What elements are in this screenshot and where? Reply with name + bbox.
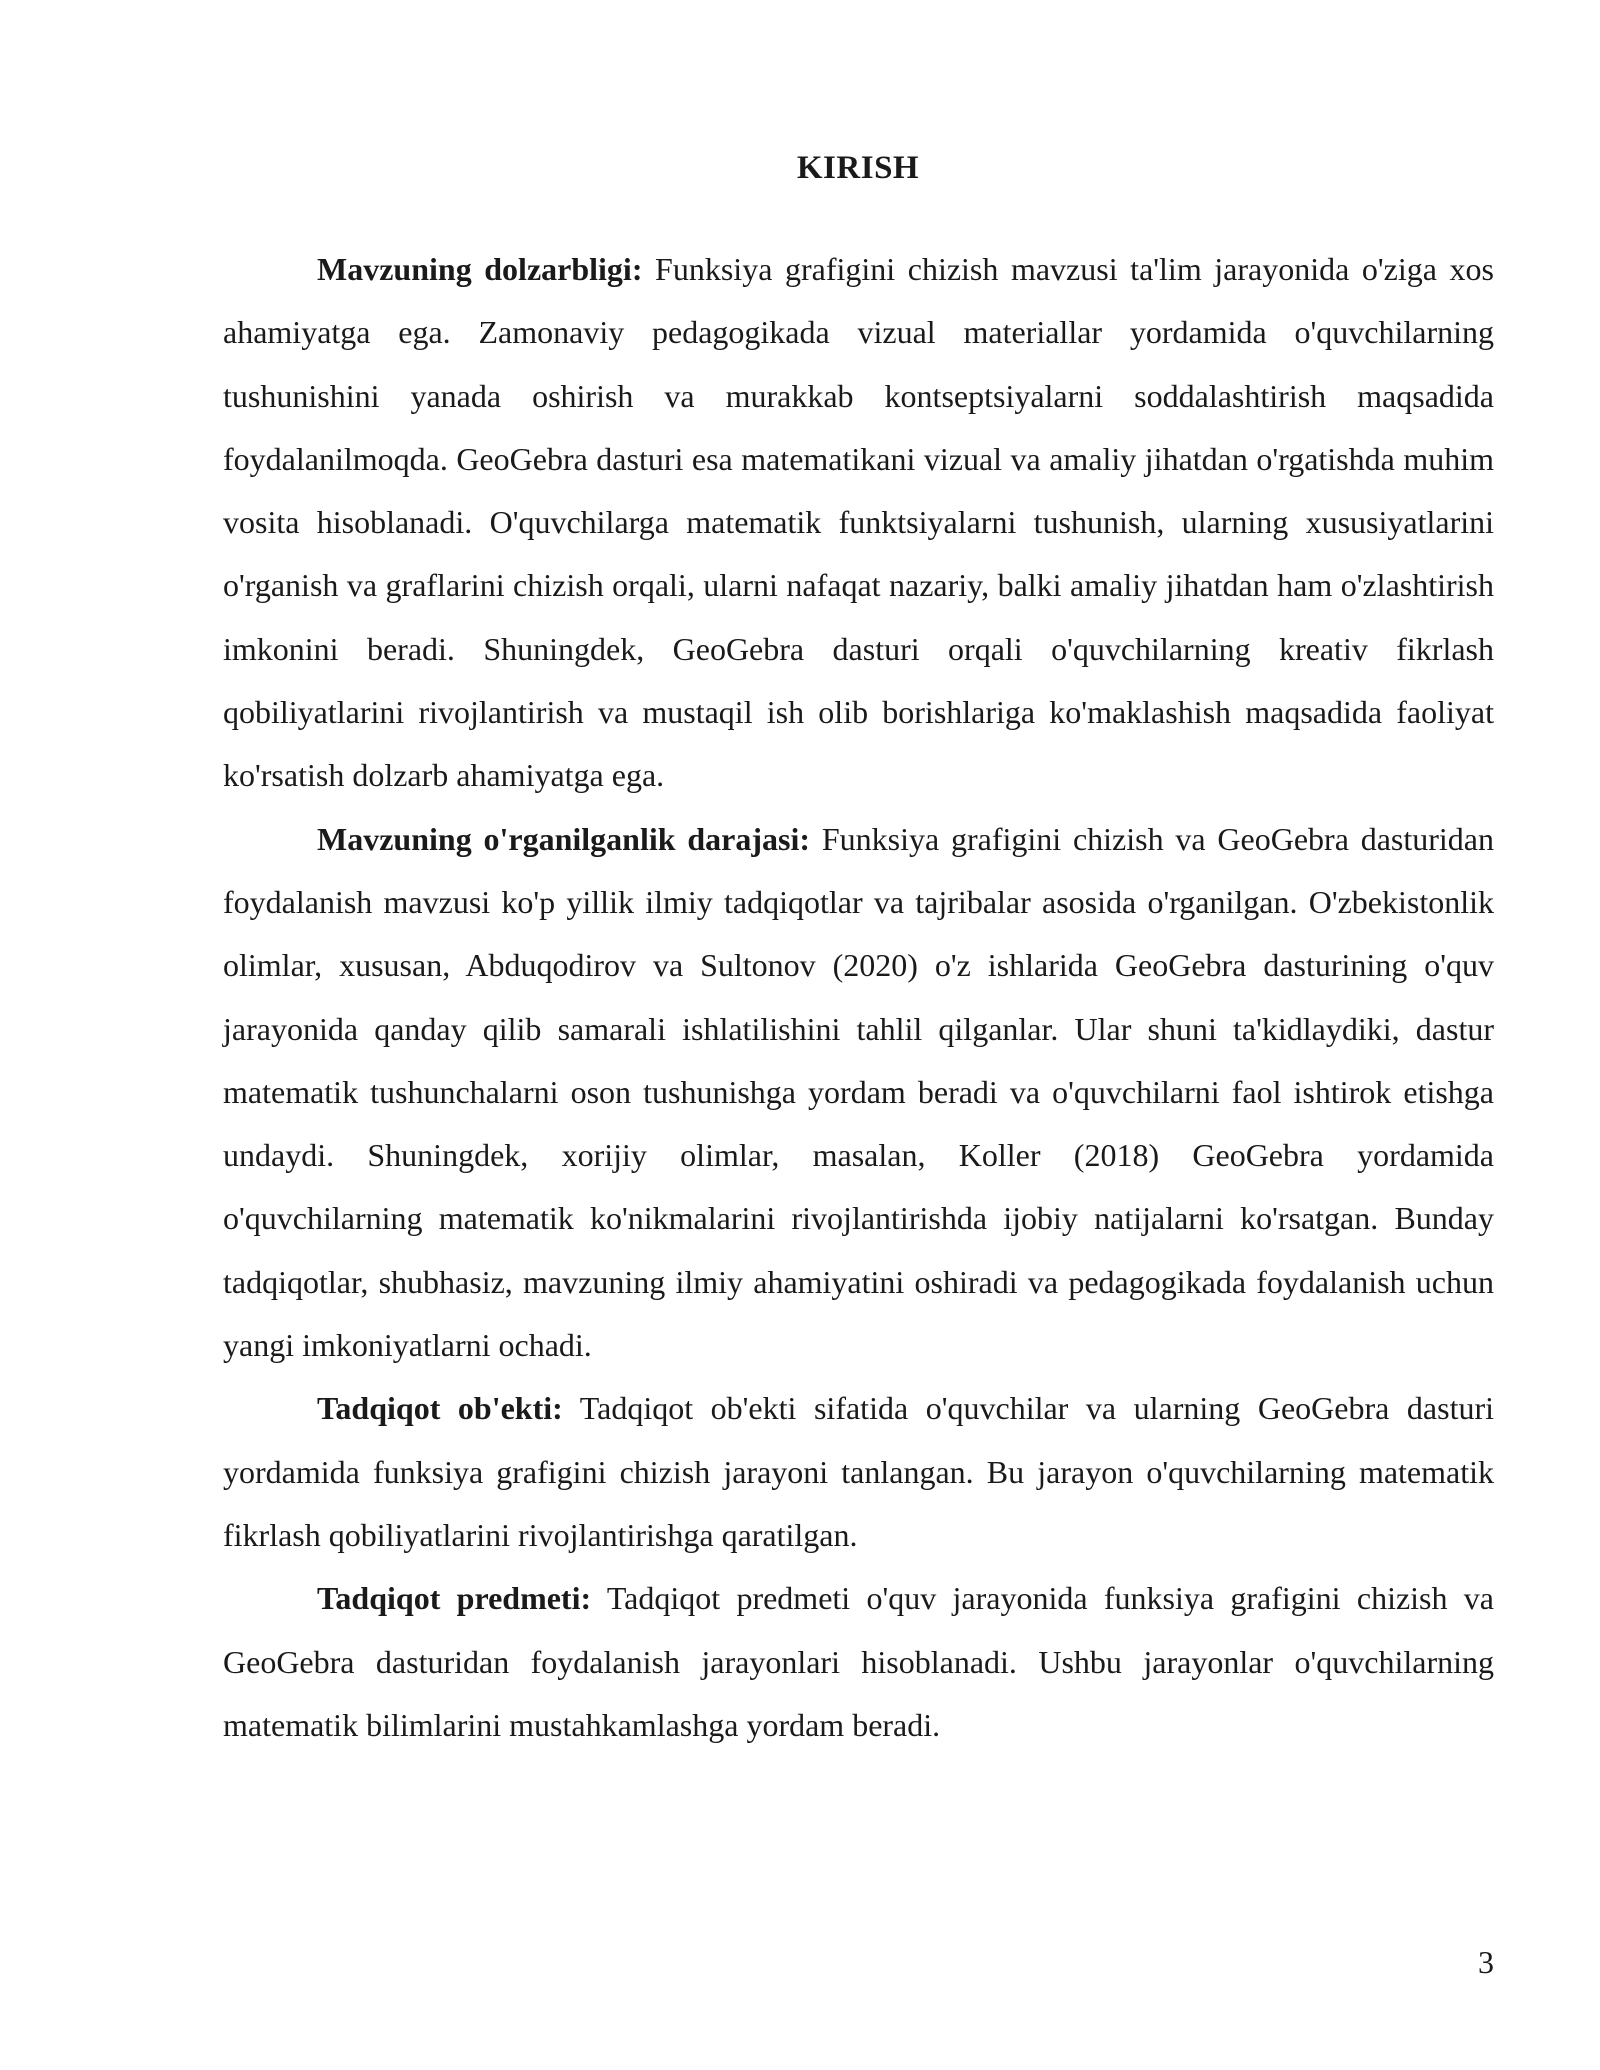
- paragraph-text: Funksiya grafigini chizish va GeoGebra dasturidan foydalanish mavzusi ko'p yillik ilmiy tadqiqotlar va tajribalar asosida o'rganilgan. O'zbekistonlik olimlar, xususan, Abduqodirov va Sultonov (2020) o'z ishlarida GeoGebra dasturining o'quv jarayonida qanday qilib samarali ishlatilishini tahlil qilganlar. Ular shuni ta'kidlaydiki, dastur matematik tushunchalarni oson tushunishga yordam beradi va o'quvchilarni faol ishtirok etishga undaydi. Shuningdek, xorijiy olimlar, masalan, Koller (2018) GeoGebra yordamida o'quvchilarning matematik ko'nikmalarini rivojlantirishda ijobiy natijalarni ko'rsatgan. Bunday tadqiqotlar, shubhasiz, mavzuning ilmiy ahamiyatini oshiradi va pedagogikada foydalanish uchun yangi imkoniyatlarni ochadi.: [223, 820, 1495, 1364]
- section-heading: KIRISH: [796, 150, 920, 186]
- paragraph-text: Tadqiqot predmeti o'quv jarayonida funksiya grafigini chizish va GeoGebra dasturidan foydalanish jarayonlari hisoblanadi. Ushbu jarayonlar o'quvchilarning matematik bilimlarini mustahkamlashga yordam beradi.: [223, 1580, 1494, 1743]
- body-text: [223, 238, 1494, 1757]
- paragraph-lead: Tadqiqot ob'ekti:: [317, 1390, 563, 1427]
- paragraph-relevance: [223, 238, 1494, 808]
- paragraph-lead: Mavzuning o'rganilganlik darajasi:: [317, 820, 811, 857]
- paragraph-text: Tadqiqot ob'ekti sifatida o'quvchilar va ularning GeoGebra dasturi yordamida funksiya grafigini chizish jarayoni tanlangan. Bu jarayon o'quvchilarning matematik fikrlash qobiliyatlarini rivojlantirishga qaratilgan.: [223, 1390, 1495, 1553]
- paragraph-research-subject: [223, 1567, 1494, 1757]
- paragraph-lead: Mavzuning dolzarbligi:: [317, 251, 643, 287]
- paragraph-research-object: [223, 1377, 1494, 1567]
- paragraph-study-level: [223, 808, 1494, 1378]
- paragraph-text: Funksiya grafigini chizish mavzusi ta'lim jarayonida o'ziga xos ahamiyatga ega. Zamonaviy pedagogikada vizual materiallar yordamida o'quvchilarning tushunishini yanada oshirish va murakkab kontseptsiyalarni soddalashtirish maqsadida foydalanilmoqda. GeoGebra dasturi esa matematikani vizual va amaliy jihatdan o'rgatishda muhim vosita hisoblanadi. O'quvchilarga matematik funktsiyalarni tushunish, ularning xususiyatlarini o'rganish va graflarini chizish orqali, ularni nafaqat nazariy, balki amaliy jihatdan ham o'zlashtirish imkonini beradi. Shuningdek, GeoGebra dasturi orqali o'quvchilarning kreativ fikrlash qobiliyatlarini rivojlantirish va mustaqil ish olib borishlariga ko'maklashish maqsadida faoliyat ko'rsatish dolzarb ahamiyatga ega.: [223, 251, 1495, 794]
- paragraph-lead: Tadqiqot predmeti:: [317, 1580, 592, 1617]
- page-number: 3: [1478, 1944, 1494, 1980]
